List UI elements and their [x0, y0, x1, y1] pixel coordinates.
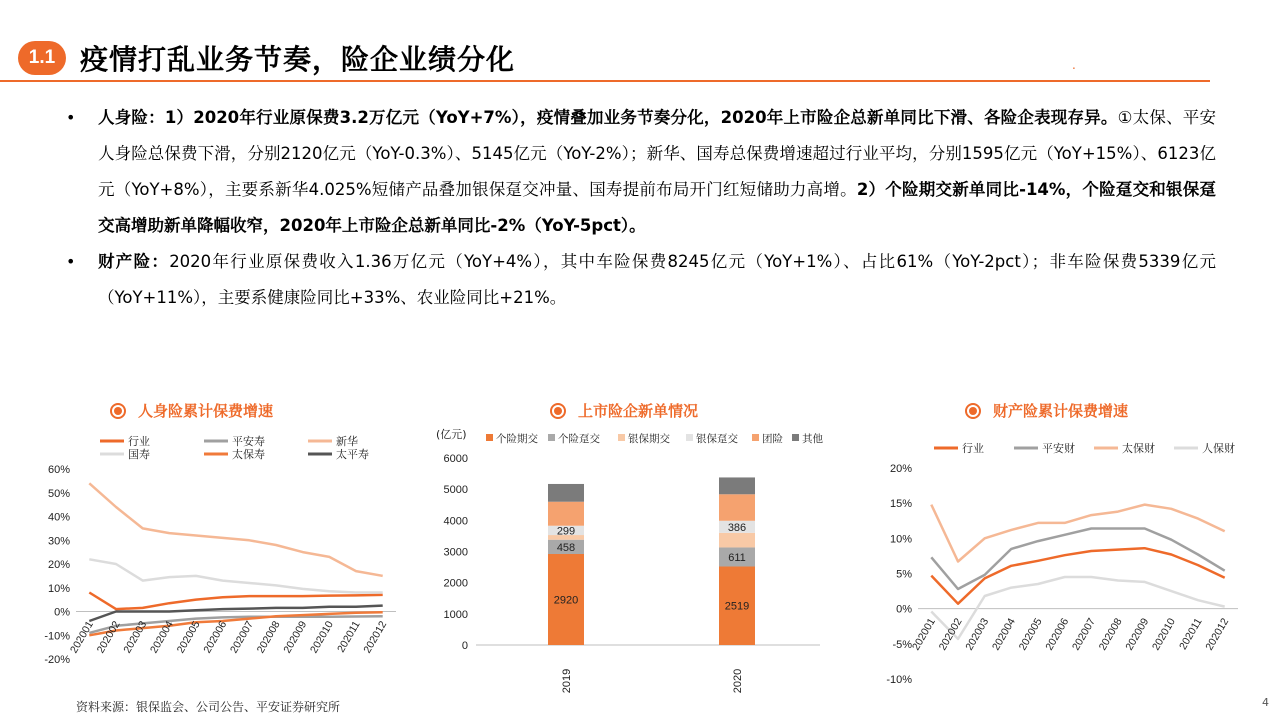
- text-segment: 2）个险期交新单同比-14%，个险趸交和银保趸交高增助新单降幅收窄，2020年上市险企总新单同比-2%（YoY-5pct）。: [98, 180, 1216, 235]
- y-tick-label: -20%: [44, 654, 70, 666]
- decorative-dot: .: [1072, 58, 1076, 72]
- legend-label: 个险期交: [496, 433, 538, 445]
- page-number: 4: [1262, 696, 1269, 709]
- chart3-title-text: 财产险累计保费增速: [993, 402, 1129, 420]
- legend-label: 平安财: [1042, 442, 1075, 455]
- x-tick-label: 202007: [228, 619, 256, 656]
- legend-label: 国寿: [128, 448, 150, 461]
- x-tick-label: 2020: [732, 668, 744, 694]
- x-tick-label: 202009: [1123, 616, 1152, 653]
- legend-label: 新华: [336, 435, 358, 448]
- y-tick-label: -10%: [44, 630, 70, 643]
- x-tick-label: 2019: [561, 668, 573, 694]
- x-tick-label: 202001: [910, 616, 938, 653]
- x-tick-label: 202009: [281, 619, 310, 656]
- x-tick-label: 202003: [963, 616, 992, 653]
- y-tick-label: 2000: [443, 577, 468, 590]
- x-tick-label: 202007: [1070, 616, 1098, 653]
- legend-label: 团险: [762, 433, 783, 445]
- x-tick-label: 202002: [94, 619, 123, 656]
- section-number-badge: 1.1: [18, 41, 66, 75]
- legend-label: 太平寿: [336, 448, 369, 461]
- data-label: 2519: [724, 600, 750, 613]
- y-tick-label: -5%: [892, 638, 912, 651]
- x-tick-label: 202011: [1177, 616, 1205, 652]
- data-label: 611: [728, 551, 746, 564]
- y-tick-label: 20%: [889, 463, 912, 475]
- y-tick-label: 0: [461, 640, 468, 652]
- legend-label: 行业: [962, 442, 984, 455]
- y-tick-label: 50%: [47, 487, 70, 500]
- x-tick-label: 202012: [361, 619, 390, 656]
- x-tick-label: 202008: [1096, 616, 1125, 653]
- y-tick-label: 4000: [443, 515, 468, 528]
- bullet-marker: •: [66, 108, 76, 127]
- text-segment: 财产险：: [98, 252, 170, 271]
- x-tick-label: 202008: [254, 619, 283, 656]
- unit-label: (亿元): [436, 428, 467, 441]
- x-tick-label: 202011: [335, 619, 363, 655]
- legend-label: 银保趸交: [696, 433, 738, 445]
- chart2-title-text: 上市险企新单情况: [578, 402, 699, 420]
- x-tick-label: 202004: [990, 616, 1018, 653]
- y-tick-label: 40%: [47, 511, 70, 524]
- data-label: 299: [556, 525, 576, 538]
- legend-label: 太保财: [1122, 442, 1155, 455]
- x-tick-label: 202001: [68, 619, 96, 656]
- x-tick-label: 202006: [1043, 616, 1072, 653]
- data-label: 2920: [553, 594, 579, 607]
- y-tick-label: 10%: [47, 582, 70, 595]
- data-label: 386: [727, 521, 747, 534]
- y-tick-label: 60%: [47, 464, 70, 476]
- x-tick-label: 202005: [1016, 616, 1045, 653]
- data-label: 458: [556, 541, 576, 554]
- text-segment: ①太保、平安人身险总保费下滑，分别2120亿元（YoY-0.3%）、5145亿元（YoY-2%）；新华、国寿总保费增速超过行业平均，分别1595亿元（YoY+15%）、6123亿元（YoY+8%），主要系新华4.025%短储产品叠加银保趸交冲量、国寿提前布局开门红短储助力高增。: [98, 108, 1216, 199]
- text-segment: 人身险：1）2020年行业原保费3.2万亿元（YoY+7%），疫情叠加业务节奏分化，2020年上市险企总新单同比下滑、各险企表现存异。: [98, 108, 1118, 127]
- y-tick-label: 0%: [54, 606, 70, 619]
- x-tick-label: 202006: [201, 619, 230, 656]
- y-tick-label: 1000: [443, 608, 468, 621]
- y-tick-label: 30%: [47, 535, 70, 548]
- x-tick-label: 202003: [121, 619, 150, 656]
- x-tick-label: 202004: [148, 619, 176, 656]
- legend-label: 人保财: [1202, 442, 1235, 455]
- y-tick-label: 5%: [896, 568, 912, 581]
- chart1-title-text: 人身险累计保费增速: [138, 402, 274, 420]
- data-source: 资料来源：银保监会、公司公告、平安证券研究所: [76, 700, 341, 714]
- x-tick-label: 202010: [308, 619, 336, 656]
- x-tick-label: 202012: [1203, 616, 1232, 653]
- text-segment: 2020年行业原保费收入1.36万亿元（YoY+4%），其中车险保费8245亿元（YoY+1%）、占比61%（YoY-2pct）；非车险保费5339亿元（YoY+11%），主要系健康险同比+33%、农业险同比+21%。: [98, 252, 1216, 307]
- y-tick-label: -10%: [886, 674, 912, 686]
- y-tick-label: 20%: [47, 559, 70, 571]
- legend-label: 银保期交: [628, 433, 670, 445]
- x-tick-label: 202005: [174, 619, 203, 656]
- x-tick-label: 202002: [936, 616, 965, 653]
- y-tick-label: 10%: [889, 533, 912, 546]
- y-tick-label: 6000: [443, 453, 468, 465]
- legend-label: 行业: [128, 435, 150, 448]
- y-tick-label: 15%: [889, 498, 912, 511]
- legend-label: 其他: [802, 433, 823, 445]
- page-title: 疫情打乱业务节奏，险企业绩分化: [80, 43, 516, 76]
- bullet-marker: •: [66, 252, 76, 271]
- x-tick-label: 202010: [1150, 616, 1178, 653]
- legend-label: 太保寿: [232, 448, 265, 461]
- y-tick-label: 3000: [443, 546, 468, 559]
- y-tick-label: 0%: [896, 603, 912, 616]
- y-tick-label: 5000: [443, 484, 468, 497]
- legend-label: 个险趸交: [558, 433, 600, 445]
- legend-label: 平安寿: [232, 435, 265, 448]
